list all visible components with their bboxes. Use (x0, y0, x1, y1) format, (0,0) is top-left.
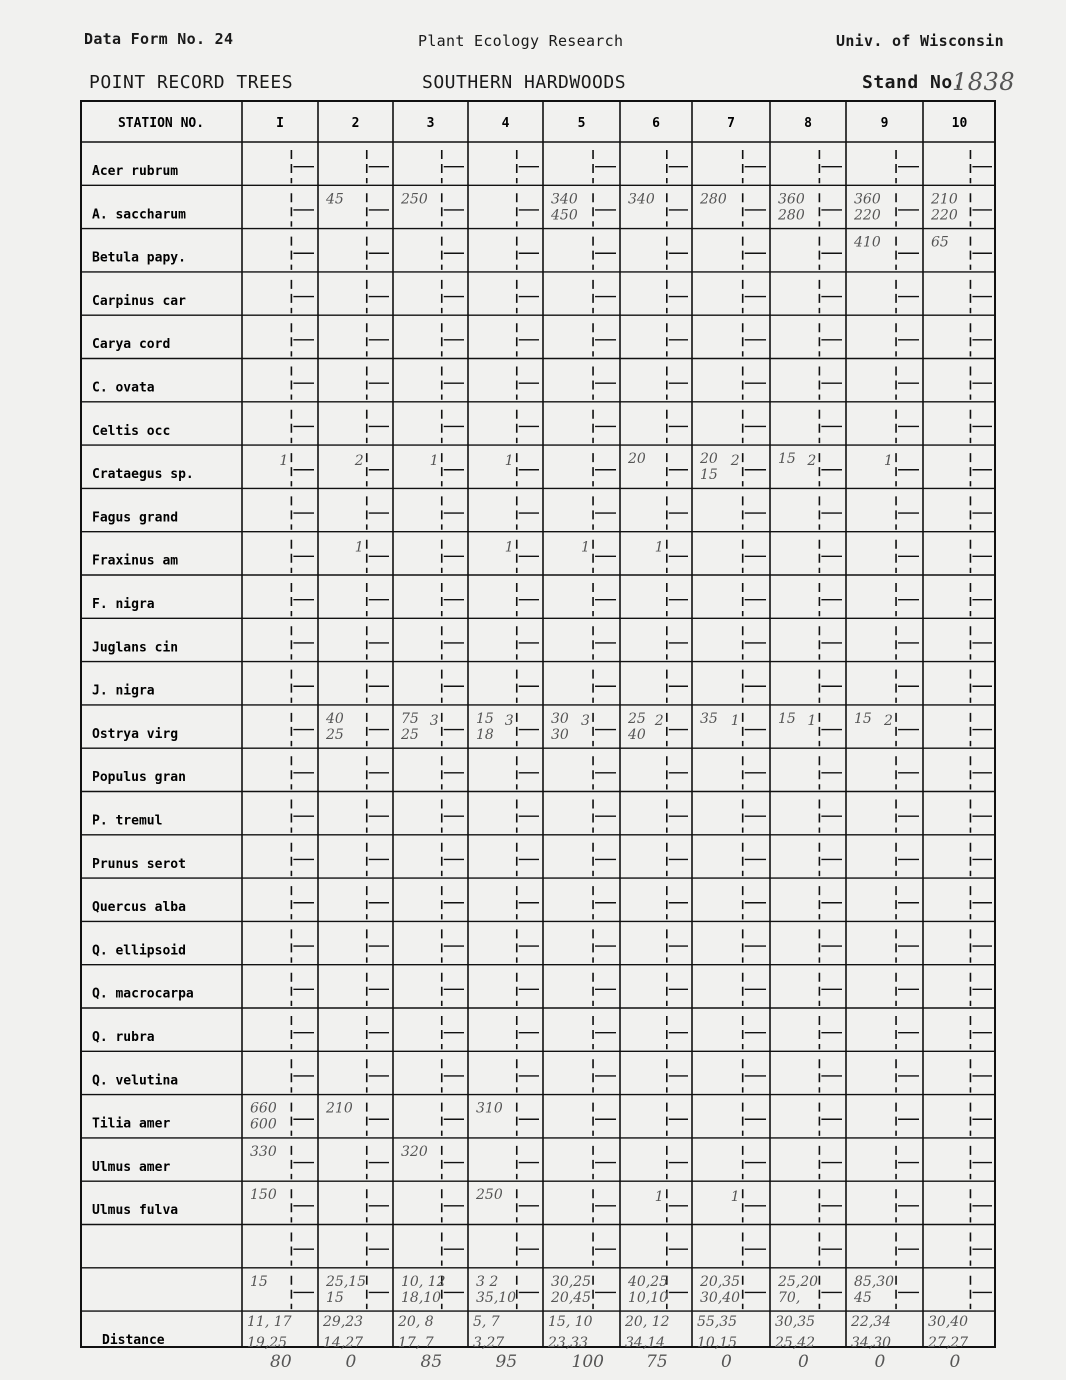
bottom-total: 100 (571, 1352, 604, 1372)
entry-value: 3 2 (476, 1273, 499, 1290)
station-number: I (276, 116, 284, 131)
station-number: 6 (652, 116, 660, 131)
species-label: Q. rubra (92, 1030, 155, 1045)
species-label: Betula papy. (92, 250, 186, 266)
station-number: 8 (804, 116, 812, 131)
entry-value: 20,45 (551, 1289, 592, 1306)
distance-value: 55,35 (697, 1314, 738, 1331)
form-number: Data Form No. 24 (84, 30, 234, 48)
entry-value: 660 (250, 1100, 277, 1117)
entry-value: 320 (401, 1143, 428, 1160)
species-label: Acer rubrum (92, 164, 179, 179)
entry-value: 250 (401, 191, 428, 208)
entry-value: 85,30 (854, 1273, 895, 1290)
species-label: Celtis occ (92, 423, 171, 439)
species-label: C. ovata (92, 380, 155, 396)
species-label: Prunus serot (92, 856, 186, 872)
entry-value: 40,25 (628, 1273, 669, 1290)
entry-value: 35 (700, 710, 718, 727)
species-label: J. nigra (92, 683, 155, 699)
stand-number: 1838 (952, 68, 1016, 96)
distance-value: 27,27 (928, 1335, 969, 1352)
entry-value: 40 (326, 710, 344, 727)
entry-value: 360 (778, 191, 805, 208)
tally-mark: 1 (504, 453, 514, 470)
species-label: Q. velutina (92, 1073, 179, 1089)
entry-value: 450 (551, 207, 578, 224)
distance-value: 19,25 (247, 1335, 288, 1352)
stand-label: Stand No. (862, 72, 965, 93)
entry-value: 15 (250, 1273, 268, 1290)
distance-value: 30,35 (775, 1314, 816, 1331)
bottom-total: 0 (949, 1352, 961, 1372)
tally-mark: 1 (504, 539, 514, 556)
distance-value: 34,30 (851, 1335, 892, 1352)
station-number: 4 (501, 116, 510, 131)
entry-value: 280 (778, 207, 805, 224)
species-label: Quercus alba (92, 900, 186, 916)
entry-value: 360 (854, 191, 881, 208)
entry-value: 30 (551, 710, 569, 727)
tally-mark: 3 (429, 712, 439, 729)
bottom-total: 0 (798, 1352, 809, 1372)
distance-value: 10,15 (697, 1335, 738, 1352)
entry-value: 40 (628, 726, 646, 743)
tally-mark: 1 (654, 539, 664, 556)
entry-value: 410 (854, 234, 881, 251)
tally-mark: 2 (354, 453, 364, 470)
entry-value: 15 (778, 451, 796, 468)
tally-mark: 1 (807, 712, 817, 729)
species-label: Q. macrocarpa (92, 986, 194, 1002)
entry-value: 75 (401, 710, 419, 727)
entry-value: 45 (854, 1289, 872, 1306)
entry-value: 25 (326, 726, 344, 743)
distance-value: 20, 8 (398, 1314, 434, 1331)
station-number: 9 (880, 116, 889, 131)
lab-name: Plant Ecology Research (418, 32, 624, 50)
distance-value: 3,27 (473, 1335, 505, 1352)
species-label: Ulmus amer (92, 1159, 171, 1175)
entry-value: 15 (778, 710, 796, 727)
distance-value: 5, 7 (473, 1314, 500, 1331)
distance-label: Distance (102, 1333, 165, 1349)
entry-value: 10, 12 (401, 1273, 446, 1290)
distance-value: 15, 10 (548, 1314, 593, 1331)
entry-value: 30 (551, 726, 569, 743)
tally-mark: 1 (654, 1189, 664, 1206)
entry-value: 35,10 (476, 1289, 517, 1306)
species-label: Q. ellipsoid (92, 943, 186, 959)
entry-value: 10,10 (628, 1289, 669, 1306)
distance-value: 17, 7 (398, 1335, 434, 1352)
entry-value: 25 (628, 710, 646, 727)
university: Univ. of Wisconsin (836, 32, 1004, 50)
species-label: Fraxinus am (92, 553, 179, 569)
species-label: Carpinus car (92, 293, 186, 309)
entry-value: 25,20 (778, 1273, 819, 1290)
distance-value: 25,42 (775, 1335, 816, 1352)
entry-value: 20 (628, 451, 646, 468)
tally-mark: 1 (884, 453, 893, 470)
tally-mark: 2 (807, 453, 817, 470)
distance-value: 11, 17 (247, 1314, 292, 1331)
station-number: 7 (727, 116, 735, 131)
tally-mark: 3 (581, 712, 590, 729)
distance-value: 34,14 (625, 1335, 666, 1352)
species-label: Ulmus fulva (92, 1203, 179, 1219)
entry-value: 330 (250, 1143, 277, 1160)
station-number: 10 (951, 116, 968, 131)
entry-value: 220 (931, 207, 958, 224)
entry-value: 20 (700, 451, 718, 468)
entry-value: 65 (931, 234, 949, 251)
entry-value: 340 (628, 191, 655, 208)
distance-value: 22,34 (851, 1314, 892, 1331)
form-title: POINT RECORD TREES (89, 72, 294, 93)
bottom-total: 80 (270, 1352, 292, 1372)
entry-value: 220 (854, 207, 881, 224)
entry-value: 18,10 (401, 1289, 442, 1306)
tally-mark: 2 (654, 712, 664, 729)
species-label: Tilia amer (92, 1116, 171, 1132)
entry-value: 150 (250, 1187, 277, 1204)
entry-value: 280 (700, 191, 727, 208)
species-label: Fagus grand (92, 510, 179, 526)
species-label: F. nigra (92, 597, 155, 612)
tally-mark: 1 (354, 539, 364, 556)
tally-mark: 1 (279, 453, 289, 470)
tally-mark: 1 (730, 712, 740, 729)
species-label: Juglans cin (92, 640, 179, 656)
distance-value: 23,33 (548, 1335, 589, 1352)
bottom-total: 0 (721, 1352, 732, 1372)
entry-value: 70, (778, 1289, 801, 1306)
bottom-total: 0 (874, 1352, 886, 1372)
tally-mark: 1 (429, 453, 439, 470)
species-label: Crataegus sp. (92, 467, 194, 483)
entry-value: 340 (551, 191, 578, 208)
bottom-total: 75 (646, 1352, 668, 1372)
distance-value: 20, 12 (625, 1314, 670, 1331)
station-number: 3 (426, 116, 435, 131)
tally-mark: 3 (504, 712, 514, 729)
distance-value: 29,23 (323, 1314, 364, 1331)
station-number: 2 (351, 116, 360, 131)
tally-mark: 2 (730, 453, 740, 470)
tally-mark: 1 (730, 1189, 740, 1206)
bottom-total: 95 (495, 1352, 518, 1372)
entry-value: 310 (476, 1100, 503, 1117)
entry-value: 15 (854, 710, 872, 727)
entry-value: 15 (476, 710, 494, 727)
entry-value: 25 (401, 726, 419, 743)
station-header: STATION NO. (117, 116, 205, 131)
station-number: 5 (577, 116, 586, 131)
tally-mark: 1 (581, 539, 590, 556)
distance-value: 14,27 (323, 1335, 364, 1352)
entry-value: 18 (476, 726, 494, 743)
entry-value: 30,40 (700, 1289, 741, 1306)
entry-value: 25,15 (326, 1273, 367, 1290)
entry-value: 600 (250, 1116, 277, 1133)
entry-value: 20,35 (700, 1273, 741, 1290)
tally-mark: 2 (884, 712, 893, 729)
entry-value: 30,25 (551, 1273, 592, 1290)
entry-value: 45 (326, 191, 344, 208)
species-label: Carya cord (92, 337, 171, 353)
forest-type: SOUTHERN HARDWOODS (422, 72, 627, 93)
entry-value: 210 (326, 1100, 353, 1117)
entry-value: 15 (326, 1289, 344, 1306)
species-label: Ostrya virg (92, 726, 179, 742)
entry-value: 250 (476, 1187, 503, 1204)
record-table (80, 100, 1000, 1352)
species-label: A. saccharum (92, 207, 186, 223)
species-label: Populus gran (92, 770, 186, 786)
distance-value: 30,40 (928, 1314, 969, 1331)
species-label: P. tremul (92, 813, 163, 829)
entry-value: 15 (700, 467, 718, 484)
bottom-total: 85 (420, 1352, 443, 1372)
entry-value: 210 (931, 191, 958, 208)
grid-text (92, 116, 968, 1351)
bottom-total: 0 (345, 1352, 357, 1372)
